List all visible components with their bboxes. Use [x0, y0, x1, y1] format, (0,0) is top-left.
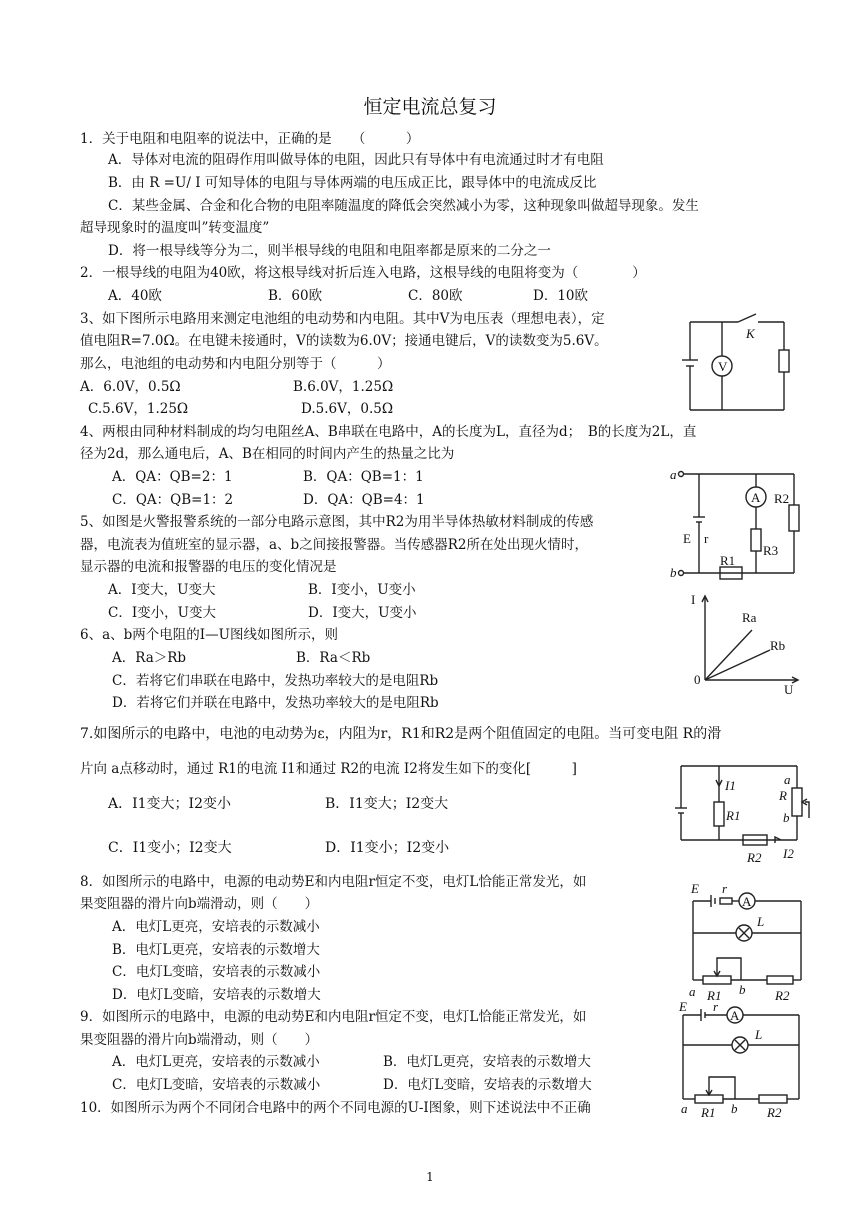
q10-stem: 10．如图所示为两个不同闭合电路中的两个不同电源的U-I图象，则下述说法中不正确 — [80, 1100, 591, 1116]
q8-r2-label: R2 — [775, 988, 790, 1003]
q2-stem: 2．一根导线的电阻为40欧，将这根导线对折后连入电路，这根导线的电阻将变为（ ） — [80, 265, 646, 281]
q7-stem-2: 片向 a点移动时，通过 R1的电流 I1和通过 R2的电流 I2将发生如下的变化[ ] — [80, 761, 577, 777]
q5-r2-label: R2 — [774, 491, 790, 506]
q6-line-a-label: Ra — [742, 610, 757, 625]
q3-stem-2: 值电阻R=7.0Ω。在电键未接通时，V的读数为6.0V；接通电键后，V的读数变为5.6V。 — [80, 333, 608, 349]
q6-iu-graph — [688, 592, 803, 696]
q9-r-label: r — [713, 999, 719, 1014]
q6-x-axis-label: U — [784, 682, 794, 697]
q9-r2-label: R2 — [767, 1105, 782, 1120]
q1-option-b: B．由 R =U/ I 可知导体的电阻与导体两端的电压成正比，跟导体中的电流成反比 — [108, 175, 597, 191]
q9-emf-label: E — [679, 999, 687, 1014]
q6-option-a: A．Ra＞Rb — [112, 650, 187, 666]
q6-origin-label: 0 — [694, 672, 701, 687]
q5-stem-3: 显示器的电流和报警器的电压的变化情况是 — [80, 559, 337, 575]
q6-option-b: B．Ra＜Rb — [296, 650, 371, 666]
q5-option-b: B．I变小，U变小 — [308, 582, 416, 598]
q5-emf-label: E — [683, 531, 691, 546]
q7-point-a: a — [784, 772, 791, 787]
q9-ammeter-symbol: A — [730, 1008, 740, 1023]
q9-lamp-label: L — [755, 1027, 763, 1042]
q8-point-a: a — [689, 984, 696, 999]
q8-ammeter-symbol: A — [742, 894, 752, 909]
q9-point-b: b — [731, 1101, 738, 1116]
page-number: 1 — [426, 1170, 434, 1184]
q9-option-a: A．电灯L更亮，安培表的示数减小 — [112, 1054, 320, 1070]
q2-option-b: B．60欧 — [268, 288, 323, 304]
q5-r3-label: R3 — [763, 543, 779, 558]
q6-line-b-label: Rb — [770, 638, 786, 653]
page-title: 恒定电流总复习 — [363, 96, 497, 118]
q7-option-b: B．I1变大；I2变大 — [325, 796, 449, 812]
q9-option-b: B．电灯L更亮，安培表的示数增大 — [383, 1054, 591, 1070]
q8-stem-2: 果变阻器的滑片向b端滑动，则（ ） — [80, 896, 319, 912]
q8-lamp-label: L — [757, 914, 765, 929]
q7-point-b: b — [783, 810, 790, 825]
q1-option-c-cont: 超导现象时的温度叫”转变温度” — [80, 220, 270, 236]
q6-option-c: C．若将它们串联在电路中，发热功率较大的是电阻Rb — [112, 673, 439, 689]
q9-r1-label: R1 — [701, 1105, 716, 1120]
q5-option-a: A．I变大，U变大 — [108, 582, 216, 598]
q6-y-axis-label: I — [691, 592, 696, 607]
q5-option-d: D．I变大，U变小 — [308, 605, 417, 621]
q1-option-d: D．将一根导线等分为二，则半根导线的电阻和电阻率都是原来的二分之一 — [108, 243, 551, 259]
q6-option-d: D．若将它们并联在电路中，发热功率较大的是电阻Rb — [112, 695, 439, 711]
q8-option-b: B．电灯L更亮，安培表的示数增大 — [112, 942, 320, 958]
q5-stem-1: 5、如图是火警报警系统的一部分电路示意图，其中R2为用半导体热敏材料制成的传感 — [80, 514, 594, 530]
q2-option-c: C．80欧 — [408, 288, 463, 304]
q5-r-label: r — [704, 531, 709, 546]
q8-option-c: C．电灯L变暗，安培表的示数减小 — [112, 964, 321, 980]
q7-i1-label: I1 — [725, 778, 736, 793]
q4-option-b: B．QA：QB=1：1 — [303, 469, 424, 485]
q9-circuit-diagram — [673, 999, 808, 1123]
q3-circuit-diagram — [678, 312, 808, 418]
voltmeter-symbol: V — [718, 359, 728, 374]
q5-r1-label: R1 — [720, 553, 736, 568]
q8-r1-label: R1 — [707, 988, 722, 1003]
q4-stem-1: 4、两根由同种材料制成的均匀电阻丝A、B串联在电路中，A的长度为L，直径为d； B的长度为2L，直 — [80, 424, 697, 440]
q7-r1-label: R1 — [726, 808, 741, 823]
q4-option-d: D．QA：QB=4：1 — [303, 492, 425, 508]
q9-option-c: C．电灯L变暗，安培表的示数减小 — [112, 1077, 321, 1093]
q3-option-d: D.5.6V，0.5Ω — [301, 401, 394, 417]
q2-option-a: A．40欧 — [108, 288, 162, 304]
q1-stem: 1．关于电阻和电阻率的说法中，正确的是 （ ） — [80, 131, 420, 147]
q7-option-d: D．I1变小；I2变小 — [325, 840, 450, 856]
q5-circuit-diagram — [668, 465, 808, 583]
q8-option-a: A．电灯L更亮，安培表的示数减小 — [112, 919, 320, 935]
q9-stem-2: 果变阻器的滑片向b端滑动，则（ ） — [80, 1032, 319, 1048]
switch-label: K — [746, 326, 755, 341]
q4-option-a: A．QA：QB=2：1 — [112, 469, 233, 485]
q3-option-c: C.5.6V，1.25Ω — [88, 401, 189, 417]
q5-option-c: C．I变小，U变大 — [108, 605, 217, 621]
q3-stem-3: 那么，电池组的电动势和内电阻分别等于（ ） — [80, 356, 391, 372]
q8-r-label: r — [722, 881, 728, 896]
q7-option-c: C．I1变小；I2变大 — [108, 840, 232, 856]
q7-i2-label: I2 — [783, 846, 794, 861]
q4-stem-2: 径为2d，那么通电后，A、B在相同的时间内产生的热量之比为 — [80, 446, 455, 462]
q7-r2-label: R2 — [747, 850, 762, 865]
q1-option-a: A．导体对电流的阻碍作用叫做导体的电阻，因此只有导体中有电流通过时才有电阻 — [108, 152, 604, 168]
q3-stem-1: 3、如下图所示电路用来测定电池组的电动势和内电阻。其中V为电压表（理想电表），定 — [80, 311, 605, 327]
q5-terminal-a: a — [670, 467, 677, 482]
q5-terminal-b: b — [670, 565, 677, 580]
q8-stem-1: 8．如图所示的电路中，电源的电动势E和内电阻r恒定不变，电灯L恰能正常发光，如 — [80, 874, 587, 890]
q8-emf-label: E — [691, 881, 699, 896]
q3-option-b: B.6.0V，1.25Ω — [293, 379, 394, 395]
q7-circuit-diagram — [673, 762, 808, 870]
q5-stem-2: 器，电流表为值班室的显示器，a、b之间接报警器。当传感器R2所在处出现火情时， — [80, 537, 588, 553]
ammeter-symbol: A — [751, 490, 761, 505]
q9-point-a: a — [681, 1101, 688, 1116]
q8-circuit-diagram — [683, 882, 811, 1008]
q6-stem: 6、a、b两个电阻的I—U图线如图所示，则 — [80, 627, 338, 643]
q7-option-a: A．I1变大；I2变小 — [108, 796, 231, 812]
q4-option-c: C．QA：QB=1：2 — [112, 492, 234, 508]
q2-option-d: D．10欧 — [533, 288, 589, 304]
q8-option-d: D．电灯L变暗，安培表的示数增大 — [112, 987, 321, 1003]
q3-option-a: A．6.0V，0.5Ω — [80, 379, 181, 395]
q7-stem-1: 7.如图所示的电路中，电池的电动势为ε，内阻为r，R1和R2是两个阻值固定的电阻。当可变电阻 R的滑 — [80, 726, 722, 742]
q9-option-d: D．电灯L变暗，安培表的示数增大 — [383, 1077, 592, 1093]
q9-stem-1: 9．如图所示的电路中，电源的电动势E和内电阻r恒定不变，电灯L恰能正常发光，如 — [80, 1009, 587, 1025]
q7-r-label: R — [779, 788, 787, 803]
q8-point-b: b — [739, 982, 746, 997]
q1-option-c: C．某些金属、合金和化合物的电阻率随温度的降低会突然减小为零，这种现象叫做超导现象。发生 — [108, 198, 699, 214]
